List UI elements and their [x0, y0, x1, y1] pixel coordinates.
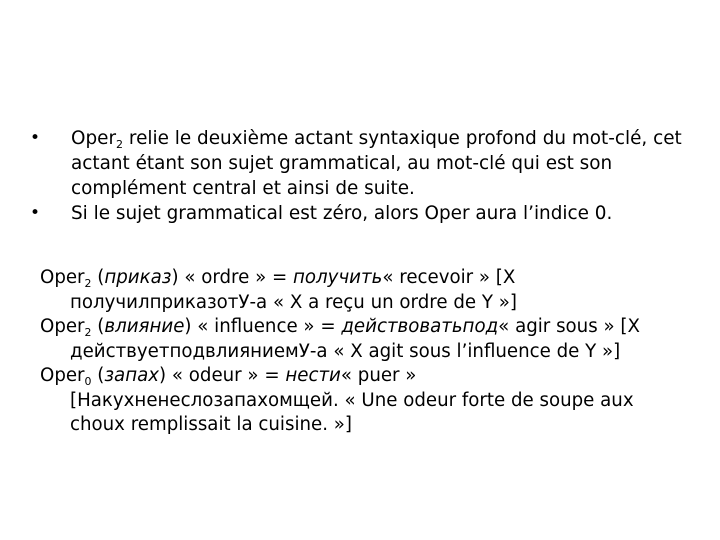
example-head: Oper [40, 365, 85, 386]
example-subscript: 0 [84, 374, 92, 388]
bullet-text: Si le sujet grammatical est zéro, alors Oper aura l’indice 0. [71, 203, 613, 224]
example-entry [40, 315, 680, 364]
example-entry [40, 266, 680, 315]
example-gloss: ) « ordre » = [171, 267, 294, 288]
bullet-item [24, 201, 700, 226]
example-entry [40, 364, 680, 438]
example-verb: нести [285, 365, 341, 386]
example-term: приказ [104, 267, 172, 288]
example-gloss: ) « influence » = [184, 316, 342, 337]
bullet-list [24, 126, 700, 226]
bullet-text-post: relie le deuxième actant syntaxique profond du mot-clé, cet actant étant son sujet grammatical, au mot-clé qui est son complément central et ainsi de suite. [71, 128, 682, 199]
example-rest: « recevoir » [X получилприказотУ-а « X a reçu un ordre de Y »] [70, 267, 517, 313]
example-subscript: 2 [84, 325, 92, 339]
example-term: влияние [104, 316, 185, 337]
bullet-dot-icon: • [30, 203, 41, 223]
bullet-text-pre: Oper [71, 128, 117, 149]
example-subscript: 2 [84, 276, 92, 290]
bullet-subscript: 2 [116, 137, 124, 151]
example-head: Oper [40, 316, 85, 337]
example-rest: « agir sous » [X действуетподвлияниемУ-а « X agit sous l’influence de Y »] [70, 316, 640, 362]
example-term: запах [104, 365, 159, 386]
example-gloss: ) « odeur » = [159, 365, 286, 386]
example-head: Oper [40, 267, 85, 288]
bullet-item [24, 126, 700, 201]
example-open: ( [91, 316, 105, 337]
example-verb: действоватьпод [341, 316, 499, 337]
example-verb: получить [293, 267, 383, 288]
example-rest: « puer » [Накухненеслозапахомщей. « Une odeur forte de soupe aux choux remplissait la cuisine. »] [70, 365, 634, 435]
bullet-dot-icon: • [30, 128, 41, 148]
example-open: ( [91, 267, 105, 288]
examples-block [40, 266, 680, 438]
example-open: ( [91, 365, 105, 386]
